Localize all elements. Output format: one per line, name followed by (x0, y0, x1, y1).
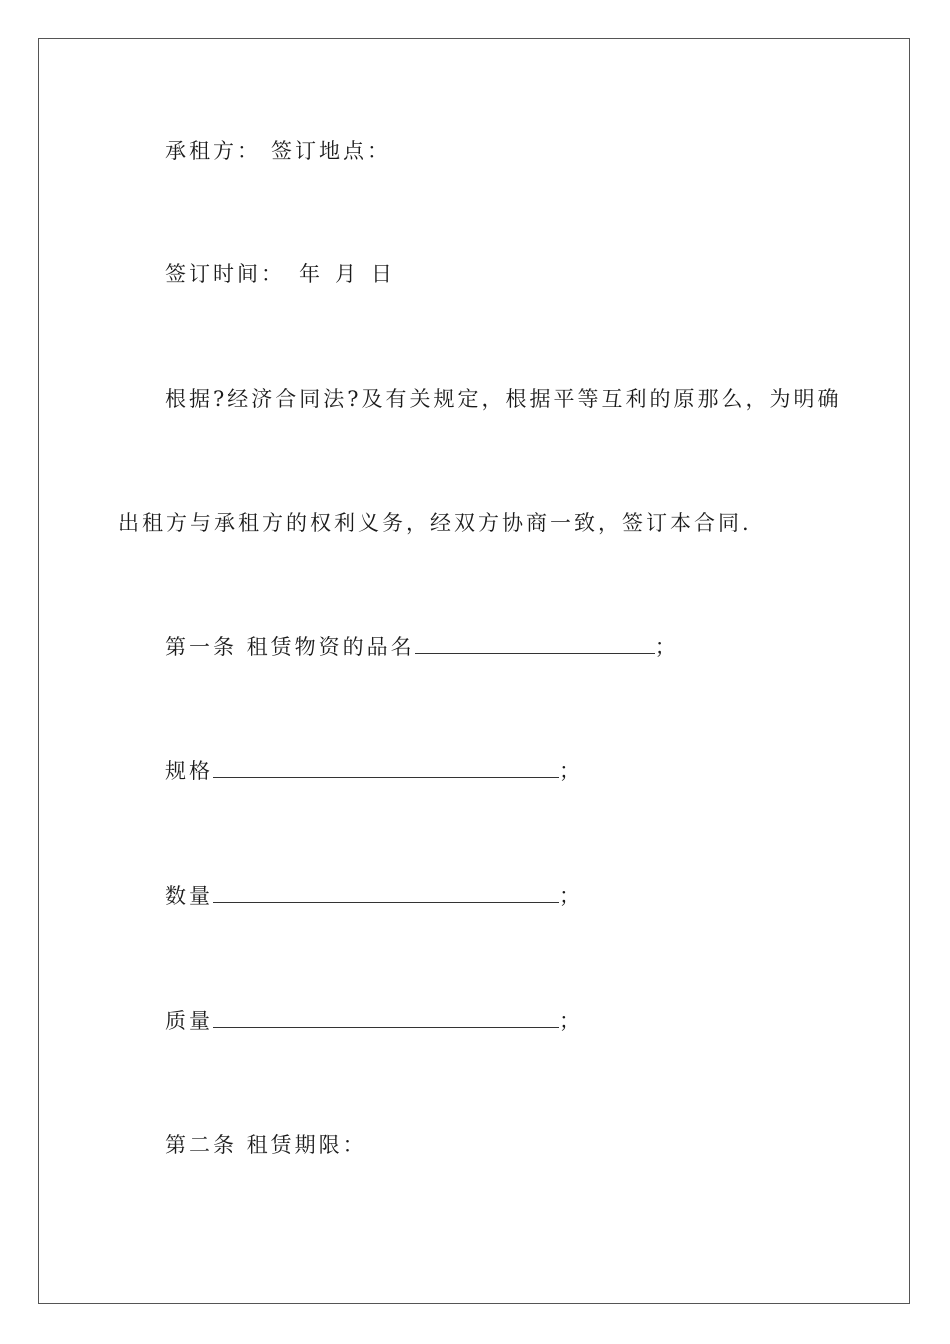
sign-time-label: 签订时间： (165, 262, 285, 286)
quantity-blank[interactable] (213, 884, 559, 903)
quality-line (165, 1007, 583, 1035)
article1-line (165, 633, 679, 661)
lessee-line (165, 137, 391, 165)
article1-label: 第一条 租赁物资的品名 (165, 635, 415, 659)
quantity-label: 数量 (165, 884, 213, 908)
intro-paragraph-line2: 出租方与承租方的权利义务，经双方协商一致，签订本合同. (118, 511, 752, 535)
intro-paragraph-line1: 根据?经济合同法?及有关规定，根据平等互利的原那么，为明确 (165, 387, 842, 411)
semicolon: ； (559, 1009, 583, 1033)
quantity-line (165, 882, 583, 910)
spec-label: 规格 (165, 759, 213, 783)
sign-place-label: 签订地点： (271, 139, 391, 163)
item-name-blank[interactable] (415, 635, 655, 654)
sign-time-line (165, 260, 395, 288)
year-label: 年 (299, 262, 323, 286)
spec-blank[interactable] (213, 759, 559, 778)
spec-line (165, 757, 583, 785)
semicolon: ； (559, 884, 583, 908)
month-label: 月 (335, 262, 359, 286)
semicolon: ； (559, 759, 583, 783)
lessee-label: 承租方： (165, 139, 261, 163)
semicolon: ； (654, 635, 679, 659)
quality-blank[interactable] (213, 1009, 559, 1028)
quality-label: 质量 (165, 1009, 213, 1033)
article2-line: 第二条 租赁期限： (165, 1133, 367, 1157)
page-border (38, 38, 910, 1304)
day-label: 日 (371, 262, 395, 286)
